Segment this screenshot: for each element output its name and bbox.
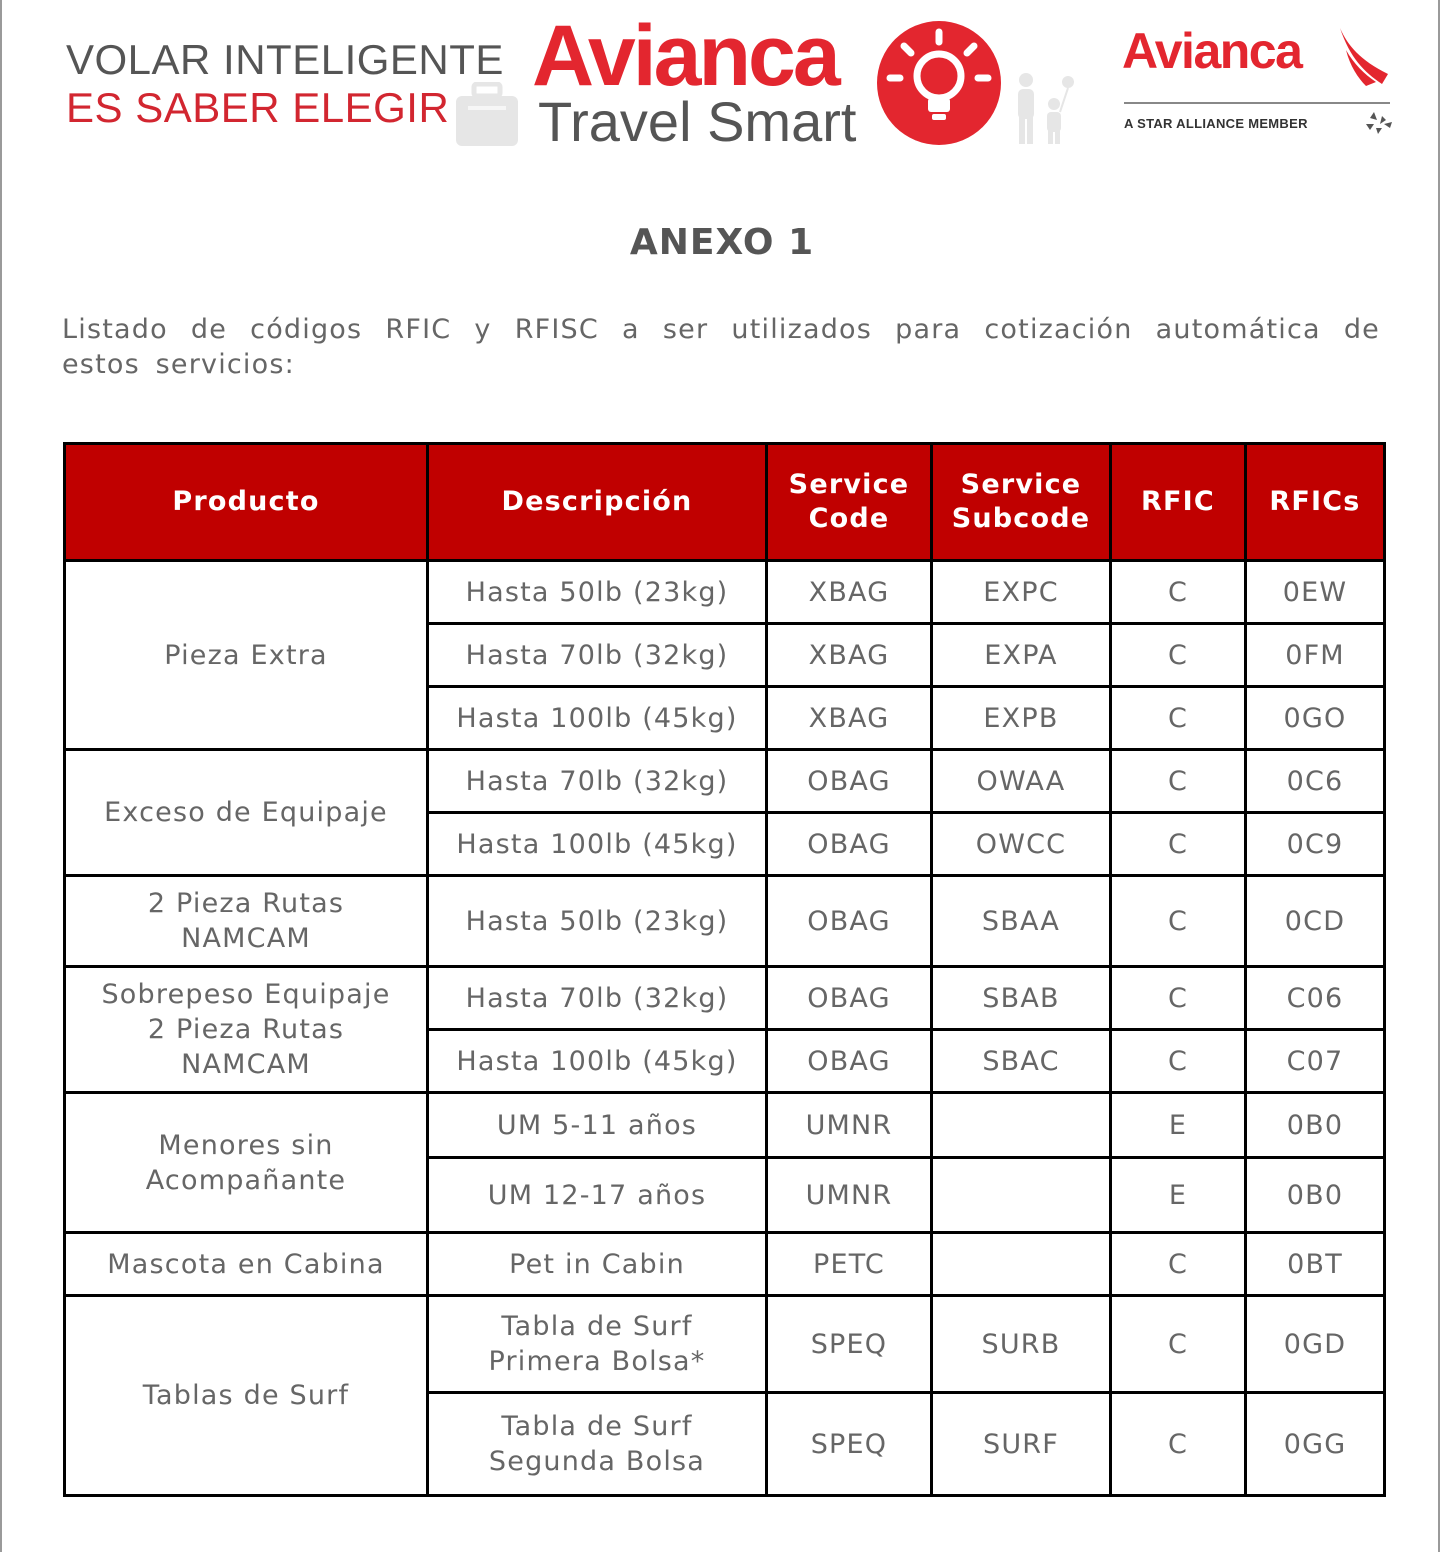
producto-cell: Pieza Extra xyxy=(65,561,428,750)
rfics-cell: 0C9 xyxy=(1246,813,1385,876)
rfic-cell: C xyxy=(1111,1296,1246,1393)
service-subcode-cell xyxy=(932,1233,1111,1296)
service-subcode-cell: SBAA xyxy=(932,876,1111,967)
rfics-cell: C07 xyxy=(1246,1030,1385,1093)
header-rfic: RFIC xyxy=(1111,444,1246,561)
header-rfics: RFICs xyxy=(1246,444,1385,561)
header-banner xyxy=(2,0,1440,170)
header-producto: Producto xyxy=(65,444,428,561)
header-service-subcode xyxy=(932,444,1111,561)
table-row xyxy=(65,967,1385,1030)
descripcion-cell xyxy=(428,1296,767,1393)
rfics-cell: C06 xyxy=(1246,967,1385,1030)
service-subcode-cell: SBAC xyxy=(932,1030,1111,1093)
table-row xyxy=(65,561,1385,624)
rfics-cell: 0BT xyxy=(1246,1233,1385,1296)
rfics-cell: 0CD xyxy=(1246,876,1385,967)
rfic-cell: E xyxy=(1111,1158,1246,1233)
table-row xyxy=(65,750,1385,813)
descripcion-cell: Hasta 70lb (32kg) xyxy=(428,967,767,1030)
rfics-cell: 0C6 xyxy=(1246,750,1385,813)
descripcion-line-2: Primera Bolsa* xyxy=(488,1346,706,1377)
service-subcode-cell: EXPC xyxy=(932,561,1111,624)
service-code-cell: PETC xyxy=(767,1233,932,1296)
service-code-cell: SPEQ xyxy=(767,1296,932,1393)
rfics-cell: 0B0 xyxy=(1246,1093,1385,1158)
descripcion-cell: Hasta 100lb (45kg) xyxy=(428,1030,767,1093)
descripcion-cell: Hasta 70lb (32kg) xyxy=(428,750,767,813)
header-descripcion: Descripción xyxy=(428,444,767,561)
rfics-cell: 0GD xyxy=(1246,1296,1385,1393)
header-service-subcode-line-2: Subcode xyxy=(951,503,1091,534)
descripcion-cell xyxy=(428,1393,767,1496)
producto-line-1: Menores sin xyxy=(158,1129,334,1161)
logo-divider xyxy=(1124,102,1390,104)
rfics-cell: 0GG xyxy=(1246,1393,1385,1496)
service-subcode-cell: EXPA xyxy=(932,624,1111,687)
descripcion-cell: Hasta 100lb (45kg) xyxy=(428,813,767,876)
star-alliance-icon xyxy=(1360,110,1396,136)
producto-line-1: Sobrepeso Equipaje xyxy=(101,979,391,1010)
service-code-cell: OBAG xyxy=(767,1030,932,1093)
service-subcode-cell: OWCC xyxy=(932,813,1111,876)
descripcion-cell: Hasta 100lb (45kg) xyxy=(428,687,767,750)
table-row xyxy=(65,1093,1385,1158)
page-title: ANEXO 1 xyxy=(629,222,815,263)
service-code-cell: XBAG xyxy=(767,624,932,687)
producto-cell: Exceso de Equipaje xyxy=(65,750,428,876)
service-subcode-cell: SURB xyxy=(932,1296,1111,1393)
suitcase-icon xyxy=(454,82,520,148)
avianca-bird-icon xyxy=(1330,24,1392,90)
service-code-cell: OBAG xyxy=(767,813,932,876)
service-subcode-cell: EXPB xyxy=(932,687,1111,750)
service-subcode-cell: OWAA xyxy=(932,750,1111,813)
service-code-cell: UMNR xyxy=(767,1093,932,1158)
producto-line-2: NAMCAM xyxy=(181,923,311,954)
service-code-cell: OBAG xyxy=(767,876,932,967)
slogan-line-1: VOLAR INTELIGENTE xyxy=(66,36,504,83)
rfics-cell: 0B0 xyxy=(1246,1158,1385,1233)
descripcion-line-1: Tabla de Surf xyxy=(501,1311,693,1342)
descripcion-cell: Hasta 50lb (23kg) xyxy=(428,561,767,624)
service-subcode-cell xyxy=(932,1158,1111,1233)
intro-paragraph: Listado de códigos RFIC y RFISC a ser utilizados para cotización automática de estos servicios: xyxy=(62,314,1380,380)
table-row xyxy=(65,876,1385,967)
descripcion-cell: UM 5-11 años xyxy=(428,1093,767,1158)
service-code-cell: OBAG xyxy=(767,967,932,1030)
rfic-cell: C xyxy=(1111,813,1246,876)
rfics-cell: 0EW xyxy=(1246,561,1385,624)
producto-cell xyxy=(65,1093,428,1233)
rfic-cell: C xyxy=(1111,1233,1246,1296)
producto-line-3: NAMCAM xyxy=(181,1049,311,1080)
service-code-cell: SPEQ xyxy=(767,1393,932,1496)
service-subcode-cell: SURF xyxy=(932,1393,1111,1496)
slogan xyxy=(66,36,504,132)
rfic-codes-table xyxy=(63,442,1386,1497)
producto-cell: Mascota en Cabina xyxy=(65,1233,428,1296)
producto-cell xyxy=(65,876,428,967)
rfic-cell: C xyxy=(1111,750,1246,813)
service-code-cell: XBAG xyxy=(767,561,932,624)
avianca-travel-smart-logo xyxy=(532,8,857,153)
header-service-code-line-1: Service xyxy=(788,469,910,500)
avianca-star-alliance-logo xyxy=(1122,22,1402,131)
table-row xyxy=(65,1233,1385,1296)
producto-line-2: 2 Pieza Rutas xyxy=(147,1014,345,1045)
descripcion-cell: Pet in Cabin xyxy=(428,1233,767,1296)
descripcion-line-1: Tabla de Surf xyxy=(501,1411,693,1442)
brand-tagline: Travel Smart xyxy=(538,90,857,153)
rfic-cell: C xyxy=(1111,1393,1246,1496)
header-service-code-line-2: Code xyxy=(808,503,890,534)
table-row xyxy=(65,1296,1385,1393)
rfic-cell: C xyxy=(1111,687,1246,750)
family-icon xyxy=(1010,72,1076,146)
header-service-code xyxy=(767,444,932,561)
slogan-line-2: ES SABER ELEGIR xyxy=(66,84,450,131)
header-service-subcode-line-1: Service xyxy=(960,469,1082,500)
producto-cell: Tablas de Surf xyxy=(65,1296,428,1496)
descripcion-cell: Hasta 50lb (23kg) xyxy=(428,876,767,967)
rfics-cell: 0FM xyxy=(1246,624,1385,687)
rfic-cell: C xyxy=(1111,624,1246,687)
service-subcode-cell xyxy=(932,1093,1111,1158)
table-header-row xyxy=(65,444,1385,561)
service-code-cell: XBAG xyxy=(767,687,932,750)
producto-line-1: 2 Pieza Rutas xyxy=(147,888,345,919)
descripcion-cell: Hasta 70lb (32kg) xyxy=(428,624,767,687)
rfic-cell: C xyxy=(1111,876,1246,967)
rfics-cell: 0GO xyxy=(1246,687,1385,750)
rfic-cell: C xyxy=(1111,1030,1246,1093)
descripcion-cell: UM 12-17 años xyxy=(428,1158,767,1233)
rfic-cell: C xyxy=(1111,561,1246,624)
star-alliance-text: A STAR ALLIANCE MEMBER xyxy=(1124,116,1308,131)
lightbulb-icon xyxy=(876,20,1002,146)
rfic-cell: C xyxy=(1111,967,1246,1030)
service-code-cell: UMNR xyxy=(767,1158,932,1233)
producto-cell xyxy=(65,967,428,1093)
service-code-cell: OBAG xyxy=(767,750,932,813)
logo-name: Avianca xyxy=(1122,23,1302,79)
producto-line-2: Acompañante xyxy=(145,1164,347,1196)
service-subcode-cell: SBAB xyxy=(932,967,1111,1030)
brand-name: Avianca xyxy=(532,8,838,104)
rfic-cell: E xyxy=(1111,1093,1246,1158)
descripcion-line-2: Segunda Bolsa xyxy=(488,1446,706,1477)
